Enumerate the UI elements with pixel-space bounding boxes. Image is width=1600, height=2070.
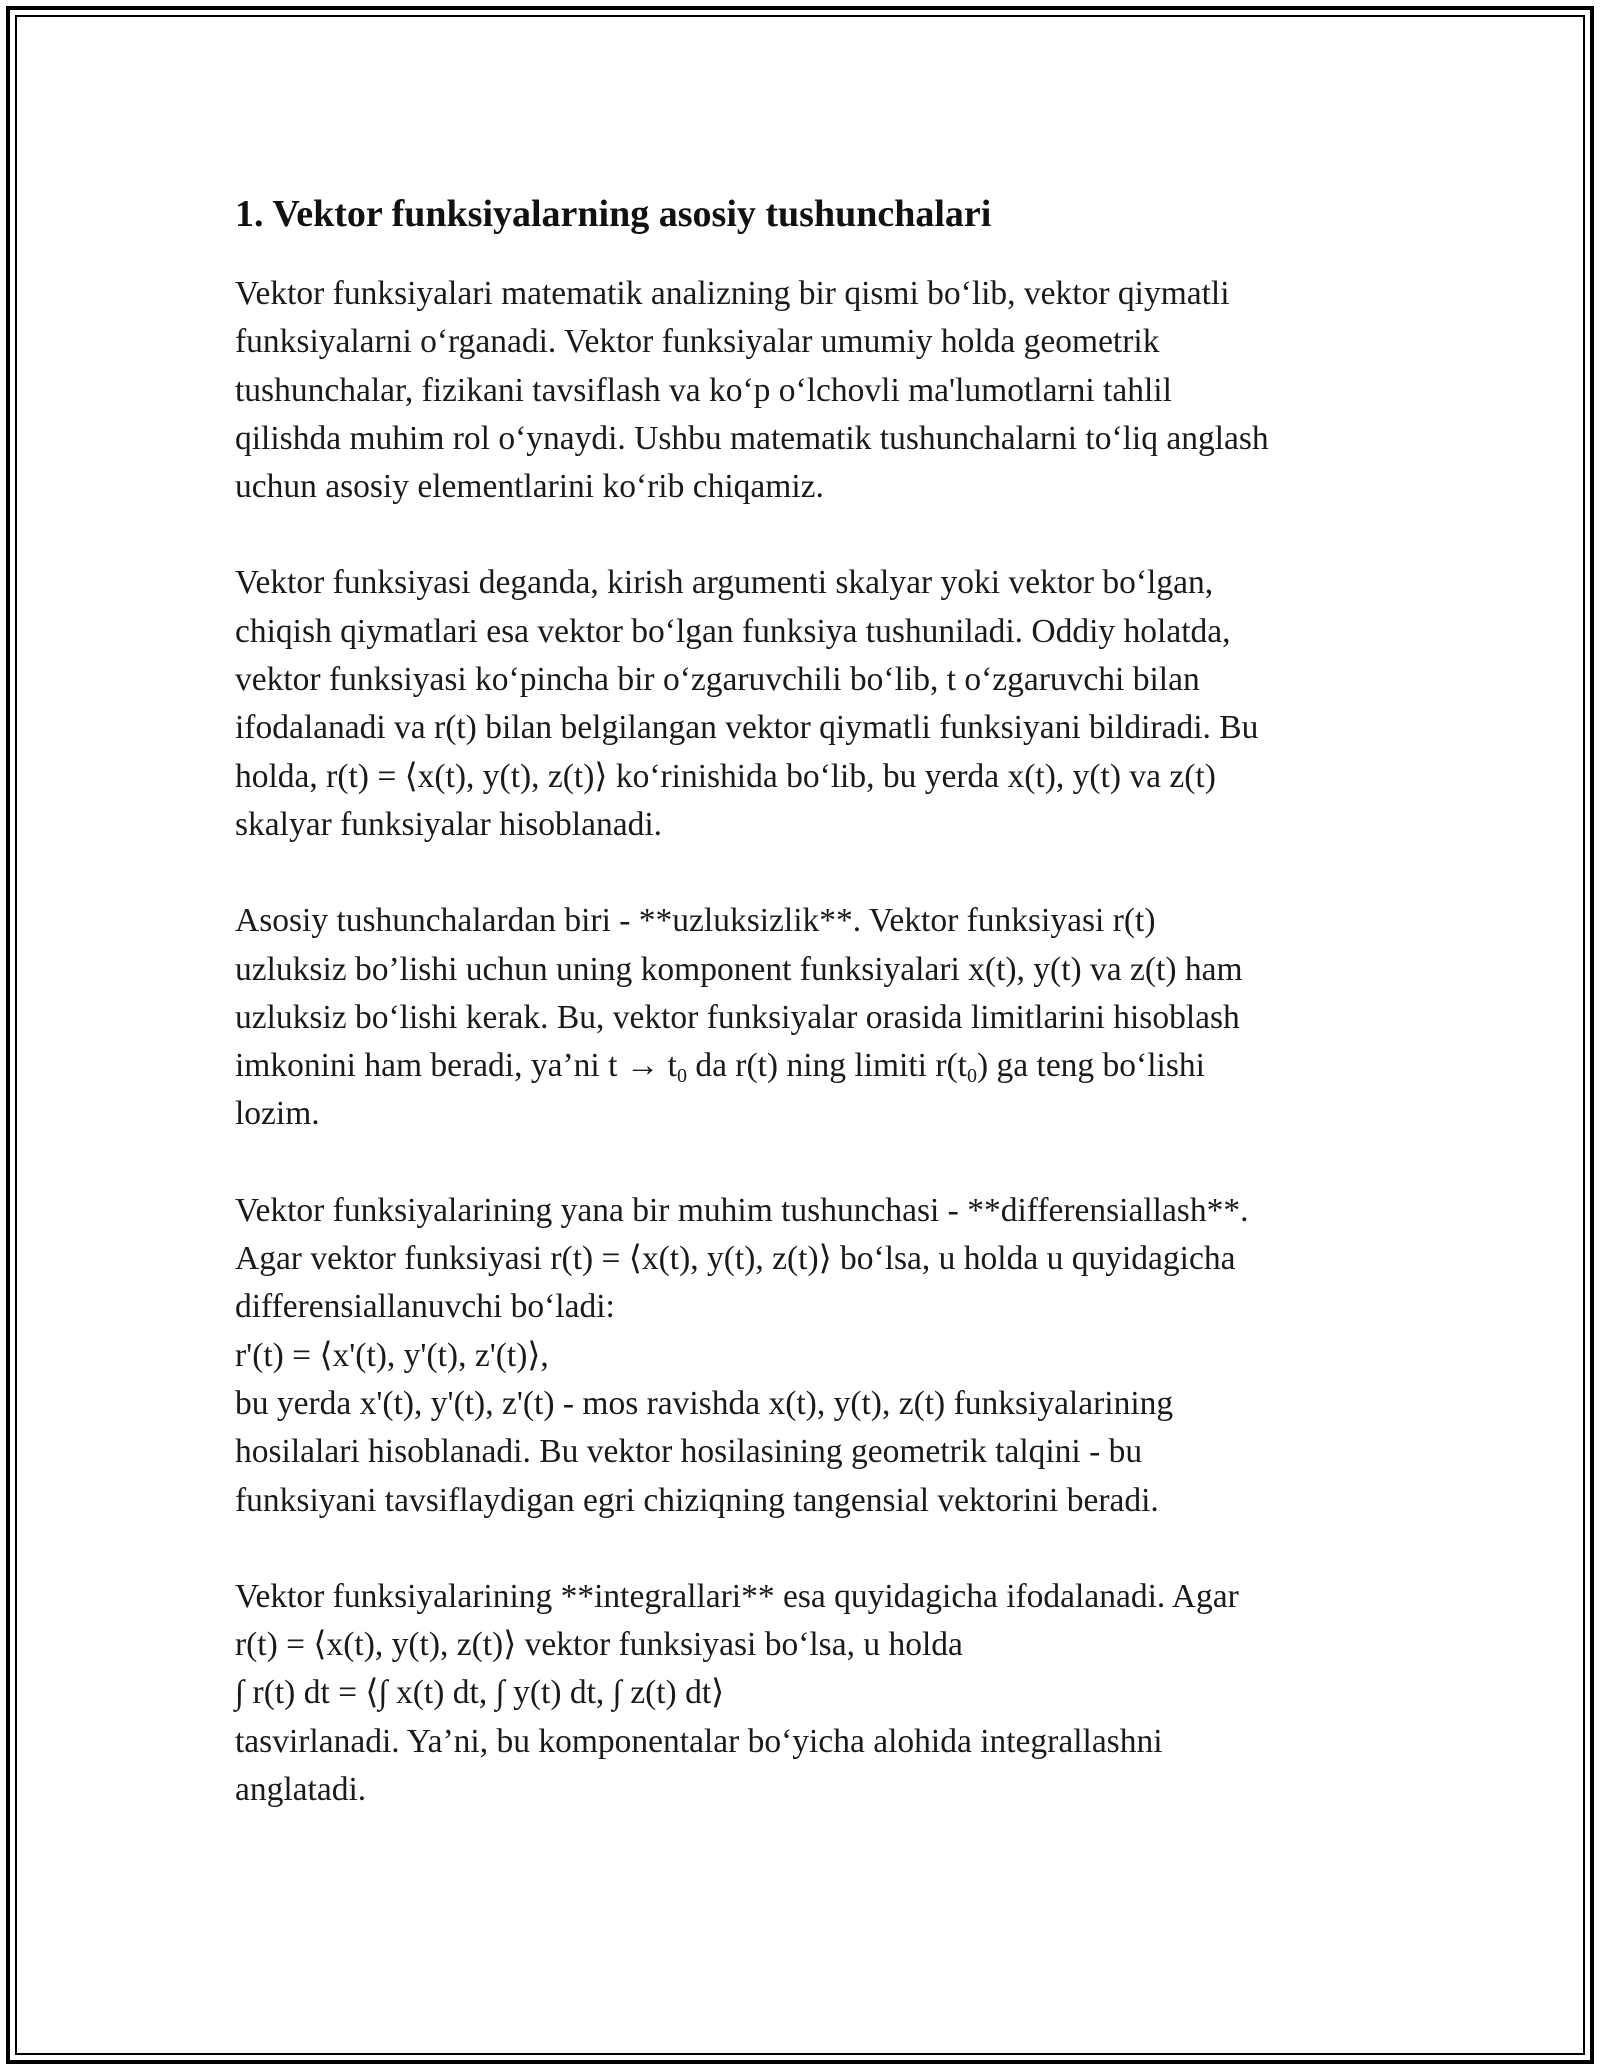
text-line: Vektor funksiyalarining yana bir muhim tushunchasi - **differensiallash**.: [235, 1191, 1249, 1229]
formula-derivative: r'(t) = ⟨x'(t), y'(t), z'(t)⟩,: [235, 1336, 549, 1374]
text-line: uchun asosiy elementlarini ko‘rib chiqamiz.: [235, 468, 824, 506]
paragraph-definition: [235, 559, 1385, 849]
section-heading: 1. Vektor funksiyalarning asosiy tushunchalari: [235, 193, 992, 235]
paragraph-intro: [235, 270, 1385, 511]
text-line: bu yerda x'(t), y'(t), z'(t) - mos ravishda x(t), y(t), z(t) funksiyalarining: [235, 1384, 1174, 1422]
text-fragment: da r(t) ning limiti r(t: [686, 1047, 967, 1085]
text-fragment: imkonini ham beradi, ya’ni t → t: [235, 1047, 677, 1085]
text-line: qilishda muhim rol o‘ynaydi. Ushbu matematik tushunchalarni to‘liq anglash: [235, 419, 1269, 457]
text-line: vektor funksiyasi ko‘pincha bir o‘zgaruvchili bo‘lib, t o‘zgaruvchi bilan: [235, 661, 1200, 699]
paragraph-differentiation: [235, 1187, 1385, 1525]
text-line: tushunchalar, fizikani tavsiflash va ko‘p o‘lchovli ma'lumotlarni tahlil: [235, 371, 1172, 409]
text-line: uzluksiz bo’lishi uchun uning komponent funksiyalari x(t), y(t) va z(t) ham: [235, 950, 1243, 988]
text-line: funksiyalarni o‘rganadi. Vektor funksiyalar umumiy holda geometrik: [235, 323, 1160, 361]
text-fragment: ) ga teng bo‘lishi: [976, 1047, 1205, 1085]
formula-integral: ∫ r(t) dt = ⟨∫ x(t) dt, ∫ y(t) dt, ∫ z(t) dt⟩: [235, 1674, 725, 1712]
text-line: chiqish qiymatlari esa vektor bo‘lgan funksiya tushuniladi. Oddiy holatda,: [235, 612, 1231, 650]
text-line: funksiyani tavsiflaydigan egri chiziqning tangensial vektorini beradi.: [235, 1481, 1159, 1519]
paragraph-integration: [235, 1573, 1385, 1814]
text-line: anglatadi.: [235, 1771, 367, 1809]
text-line: r(t) = ⟨x(t), y(t), z(t)⟩ vektor funksiyasi bo‘lsa, u holda: [235, 1626, 963, 1664]
text-line: Asosiy tushunchalardan biri - **uzluksizlik**. Vektor funksiyasi r(t): [235, 902, 1156, 940]
text-line: uzluksiz bo‘lishi kerak. Bu, vektor funksiyalar orasida limitlarini hisoblash: [235, 998, 1240, 1036]
text-line: Vektor funksiyasi deganda, kirish argumenti skalyar yoki vektor bo‘lgan,: [235, 564, 1214, 602]
text-line: holda, r(t) = ⟨x(t), y(t), z(t)⟩ ko‘rinishida bo‘lib, bu yerda x(t), y(t) va z(t): [235, 757, 1216, 795]
text-line: tasvirlanadi. Ya’ni, bu komponentalar bo‘yicha alohida integrallashni: [235, 1722, 1163, 1760]
text-line: differensiallanuvchi bo‘ladi:: [235, 1288, 615, 1326]
text-line: skalyar funksiyalar hisoblanadi.: [235, 805, 663, 843]
text-line: Agar vektor funksiyasi r(t) = ⟨x(t), y(t), z(t)⟩ bo‘lsa, u holda u quyidagicha: [235, 1240, 1236, 1278]
document-body: [235, 182, 1385, 1862]
text-line: Vektor funksiyalari matematik analizning bir qismi bo‘lib, vektor qiymatli: [235, 275, 1230, 312]
subscript: 0: [966, 1065, 977, 1088]
subscript: 0: [676, 1065, 687, 1088]
text-line: lozim.: [235, 1095, 320, 1133]
text-line: ifodalanadi va r(t) bilan belgilangan vektor qiymatli funksiyani bildiradi. Bu: [235, 709, 1259, 747]
text-line: hosilalari hisoblanadi. Bu vektor hosilasining geometrik talqini - bu: [235, 1433, 1143, 1471]
text-line: [235, 1047, 1205, 1088]
paragraph-continuity: [235, 897, 1385, 1138]
text-line: Vektor funksiyalarining **integrallari** esa quyidagicha ifodalanadi. Agar: [235, 1577, 1239, 1615]
